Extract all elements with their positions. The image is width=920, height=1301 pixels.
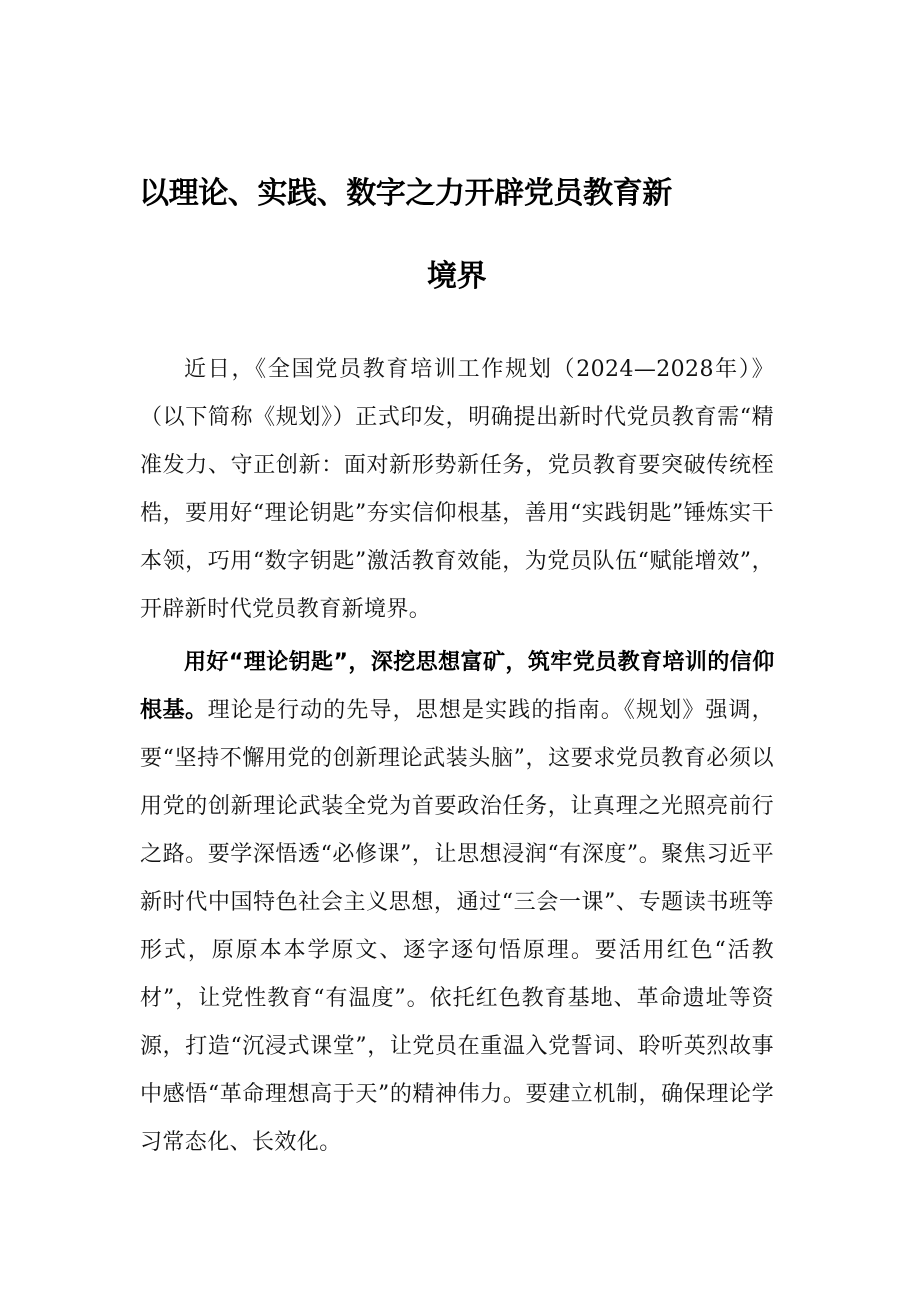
paragraph-theory-key [140,639,774,1167]
document-title-line-1: 以理论、实践、数字之力开辟党员教育新 [139,176,672,211]
paragraph-lead-heading: 用好“理论钥匙”，深挖思想富矿，筑牢党员教育培训的信仰根基。 [140,650,774,723]
paragraph-body-text: 理论是行动的先导，思想是实践的指南。《规划》强调，要“坚持不懈用党的创新理论武装头脑”，这要求党员教育必须以用党的创新理论武装全党为首要政治任务，让真理之光照亮前行之路。要学深悟透“必修课”，让思想浸润“有深度”。聚焦习近平新时代中国特色社会主义思想，通过“三会一课”、专题读书班等形式，原原本本学原文、逐字逐句悟原理。要活用红色“活教材”，让党性教育“有温度”。依托红色教育基地、革命遗址等资源，打造“沉浸式课堂”，让党员在重温入党誓词、聆听英烈故事中感悟“革命理想高于天”的精神伟力。要建立机制，确保理论学习常态化、长效化。 [140,698,774,1155]
paragraph-intro: 近日，《全国党员教育培训工作规划（2024—2028年）》（以下简称《规划》）正式印发，明确提出新时代党员教育需“精准发力、守正创新：面对新形势新任务，党员教育要突破传统桎梏，要用好“理论钥匙”夯实信仰根基，善用“实践钥匙”锤炼实干本领，巧用“数字钥匙”激活教育效能，为党员队伍“赋能增效”，开辟新时代党员教育新境界。 [140,357,774,622]
document-title-line-2: 境界 [427,259,487,294]
